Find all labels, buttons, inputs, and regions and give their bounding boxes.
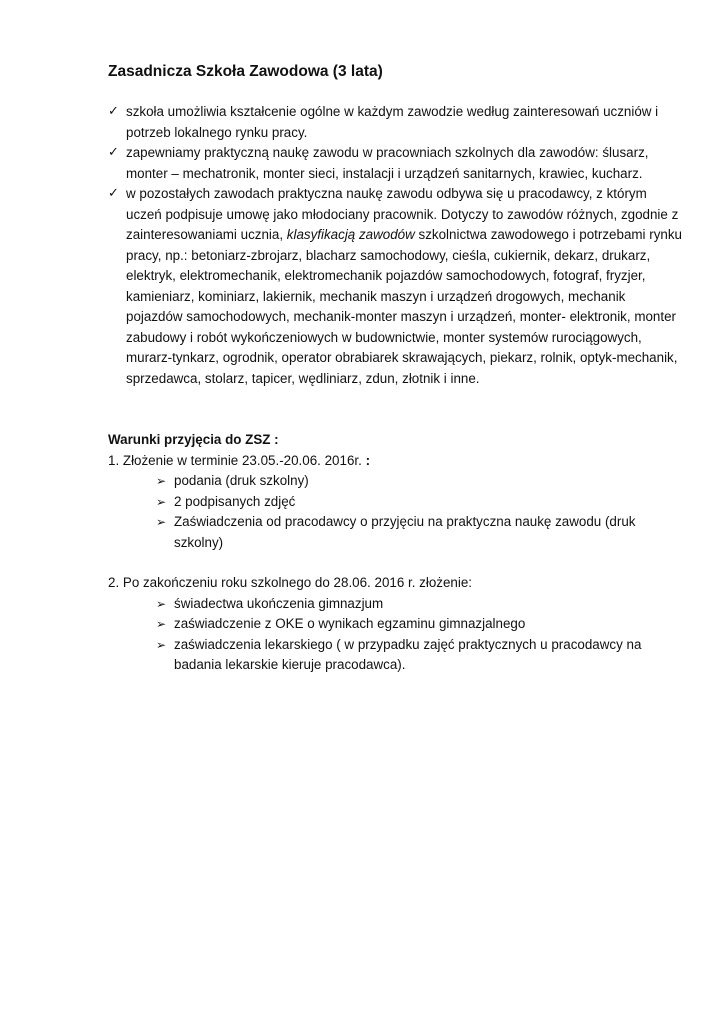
list-item [108,143,684,184]
step-2-list [108,594,684,676]
bullet-text-end: szkolnictwa zawodowego i potrzebami rynku pracy, np.: betoniarz-zbrojarz, blacharz samochodowy, cieśla, cukiernik, dekarz, drukarz, elektryk, elektromechanik, elektromechanik pojazdów samochodowych, fotograf, fryzjer, kamieniarz, kominiarz, lakiernik, mechanik maszyn i urządzeń drogowych, mechanik pojazdów samochodowych, mechanik-monter maszyn i urządzeń, monter- elektronik, monter zabudowy i robót wykończeniowych w budownictwie, monter systemów rurociągowych, murarz-tynkarz, ogrodnik, operator obrabiarek skrawających, piekarz, rolnik, optyk-mechanik, sprzedawca, stolarz, tapicer, wędliniarz, zdun, złotnik i inne. [126,227,682,386]
step-1-label: 1. Złożenie w terminie 23.05.-20.06. 2016r. : [108,452,371,468]
step-1-colon: : [365,452,371,468]
step-2-label: 2. Po zakończeniu roku szkolnego do 28.06. 2016 r. złożenie: [108,575,473,590]
list-item: ➢ zaświadczenie z OKE o wynikach egzaminu gimnazjalnego [156,614,684,635]
list-item: ➢ zaświadczenia lekarskiego ( w przypadku zajęć praktycznych u pracodawcy na badania lekarskie kieruje pracodawca). [156,636,642,672]
list-item: ➢ Zaświadczenia od pracodawcy o przyjęciu na praktyczna naukę zawodu (druk szkolny) [156,514,636,550]
list-item: ➢ podania (druk szkolny) [156,471,684,492]
list-item: ➢ świadectwa ukończenia gimnazjum [156,594,684,615]
arrowhead-right-icon: ➢ [156,494,167,509]
features-list [108,102,684,389]
bullet-text-start: w pozostałych zawodach praktyczna naukę zawodu odbywa się u pracodawcy, z którym uczeń podpisuje umowę jako młodociany pracownik. Dotyczy to zawodów różnych, zgodnie z zainteresowaniami ucznia, [126,186,679,242]
step-1-list [108,471,684,553]
admission-heading: Warunki przyjęcia do ZSZ : [108,432,279,447]
document-title: Zasadnicza Szkoła Zawodowa (3 lata) [108,63,383,80]
arrowhead-right-icon: ➢ [156,596,167,611]
arrowhead-right-icon: ➢ [156,637,167,652]
checkmark-icon: ✓ [108,145,119,160]
checkmark-icon: ✓ [108,186,119,201]
checkmark-icon: ✓ [108,104,119,119]
arrowhead-right-icon: ➢ [156,474,167,488]
bullet-text: zapewniamy praktyczną naukę zawodu w pracowniach szkolnych dla zawodów: ślusarz, monter – mechatronik, monter sieci, instalacji i urządzeń sanitarnych, krawiec, kucharz. [126,145,649,181]
arrowhead-right-icon: ➢ [156,515,167,529]
list-item: ➢ 2 podpisanych zdjęć [156,492,684,513]
arrowhead-right-icon: ➢ [156,617,167,631]
bullet-text-emphasis: klasyfikacją zawodów [286,227,415,242]
list-item [108,102,684,143]
list-item [108,184,684,389]
bullet-text: szkoła umożliwia kształcenie ogólne w każdym zawodzie według zainteresowań uczniów i potrzeb lokalnego rynku pracy. [126,104,659,140]
